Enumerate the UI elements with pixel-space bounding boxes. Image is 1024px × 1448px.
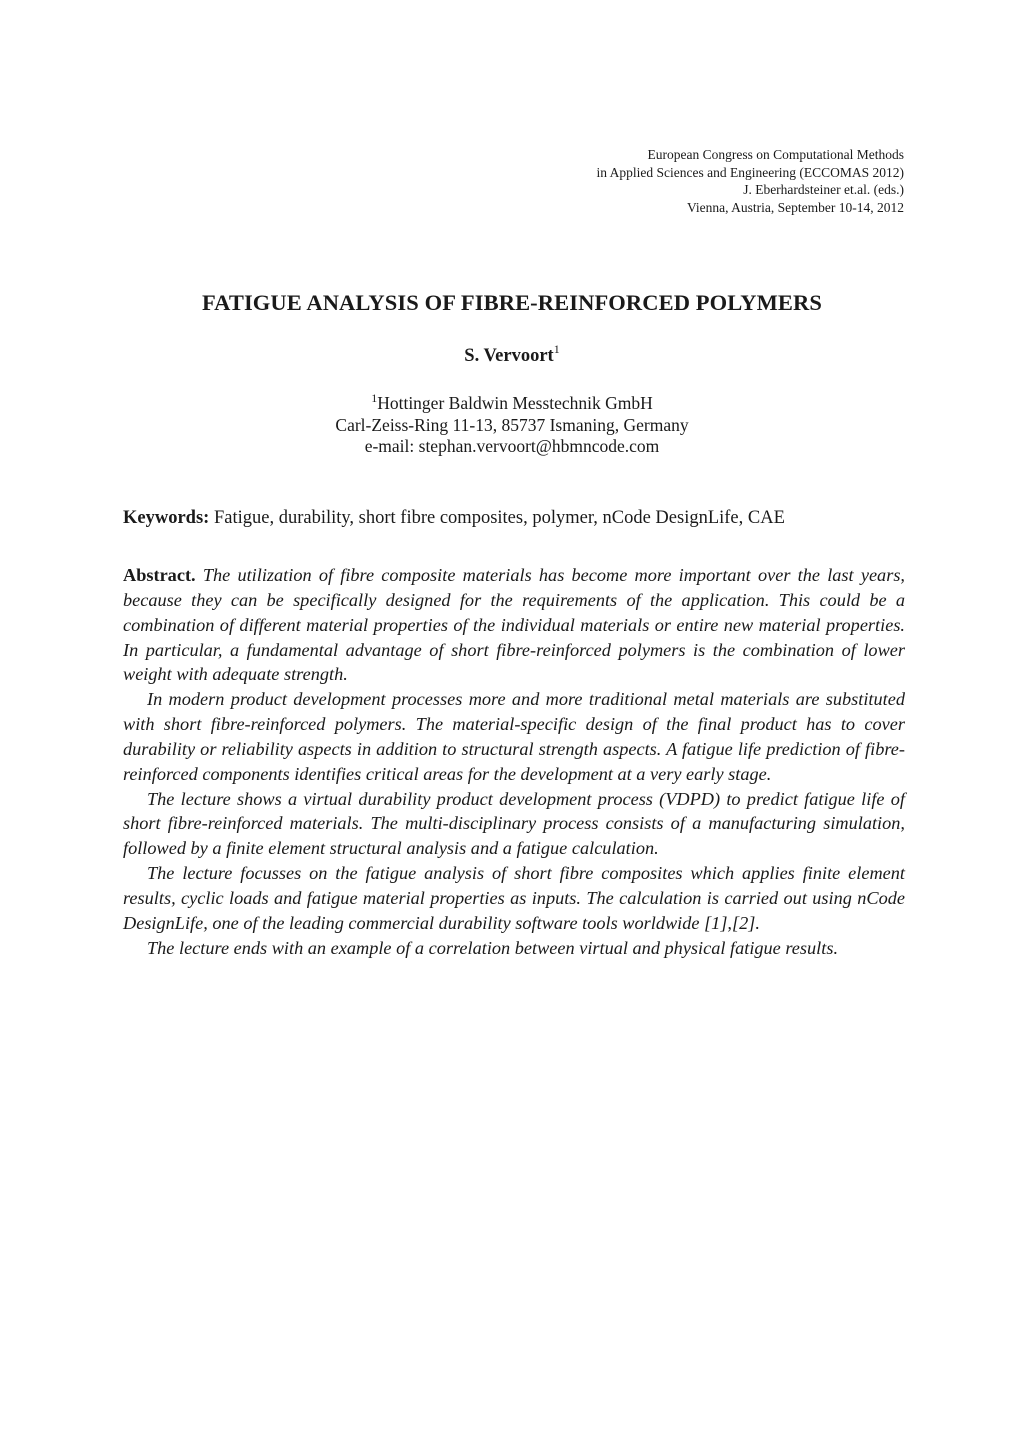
keywords-line xyxy=(123,508,913,529)
header-line-proceedings: in Applied Sciences and Engineering (ECCOMAS 2012) xyxy=(596,164,904,180)
affiliation-company: Hottinger Baldwin Messtechnik GmbH xyxy=(377,393,653,413)
author-line xyxy=(0,342,1024,367)
abstract-paragraph: The lecture focusses on the fatigue analysis of short fibre composites which applies finite element results, cyclic loads and fatigue material properties as inputs. The calculation is carried out using nCode DesignLife, one of the leading commercial durability software tools worldwide [1],[2]. xyxy=(123,863,905,933)
abstract-paragraph: The lecture ends with an example of a correlation between virtual and physical fatigue results. xyxy=(147,937,839,958)
conference-header xyxy=(597,146,904,216)
abstract-paragraph: In modern product development processes more and more traditional metal materials are substituted with short fibre-reinforced polymers. The material-specific design of the final product has to cover durability or reliability aspects in addition to structural strength aspects. A fatigue life prediction of fibre-reinforced components identifies critical areas for the development at a very early stage. xyxy=(123,689,905,784)
abstract-section xyxy=(123,563,905,961)
affiliation-company-line xyxy=(0,393,1024,415)
abstract-label: Abstract. xyxy=(123,565,196,585)
keywords-text: Fatigue, durability, short fibre composites, polymer, nCode DesignLife, CAE xyxy=(213,508,785,528)
keywords-label: Keywords: xyxy=(123,508,210,528)
abstract-paragraph: The lecture shows a virtual durability product development process (VDPD) to predict fatigue life of short fibre-reinforced materials. The multi-disciplinary process consists of a manufacturing simulation, followed by a finite element structural analysis and a fatigue calculation. xyxy=(123,788,905,859)
affiliation-block xyxy=(0,393,1024,458)
affiliation-address: Carl-Zeiss-Ring 11-13, 85737 Ismaning, Germany xyxy=(335,414,689,435)
abstract-paragraph xyxy=(123,563,905,687)
author-affil-mark: 1 xyxy=(553,342,560,356)
paper-title: FATIGUE ANALYSIS OF FIBRE-REINFORCED POLYMERS xyxy=(201,290,823,315)
author-name: S. Vervoort xyxy=(464,346,554,366)
abstract-paragraph-text: The utilization of fibre composite materials has become more important over the last years, because they can be specifically designed for the requirements of the application. This could be a combination of different material properties of the individual materials or entire new material properties. In particular, a fundamental advantage of short fibre-reinforced polymers is the combination of lower weight with adequate strength. xyxy=(123,565,905,685)
affiliation-mark: 1 xyxy=(371,391,378,405)
header-line-conference: European Congress on Computational Methods xyxy=(647,147,904,162)
affiliation-email: e-mail: stephan.vervoort@hbmncode.com xyxy=(364,436,660,456)
header-line-venue: Vienna, Austria, September 10-14, 2012 xyxy=(686,199,904,215)
header-line-editors: J. Eberhardsteiner et.al. (eds.) xyxy=(743,182,904,197)
